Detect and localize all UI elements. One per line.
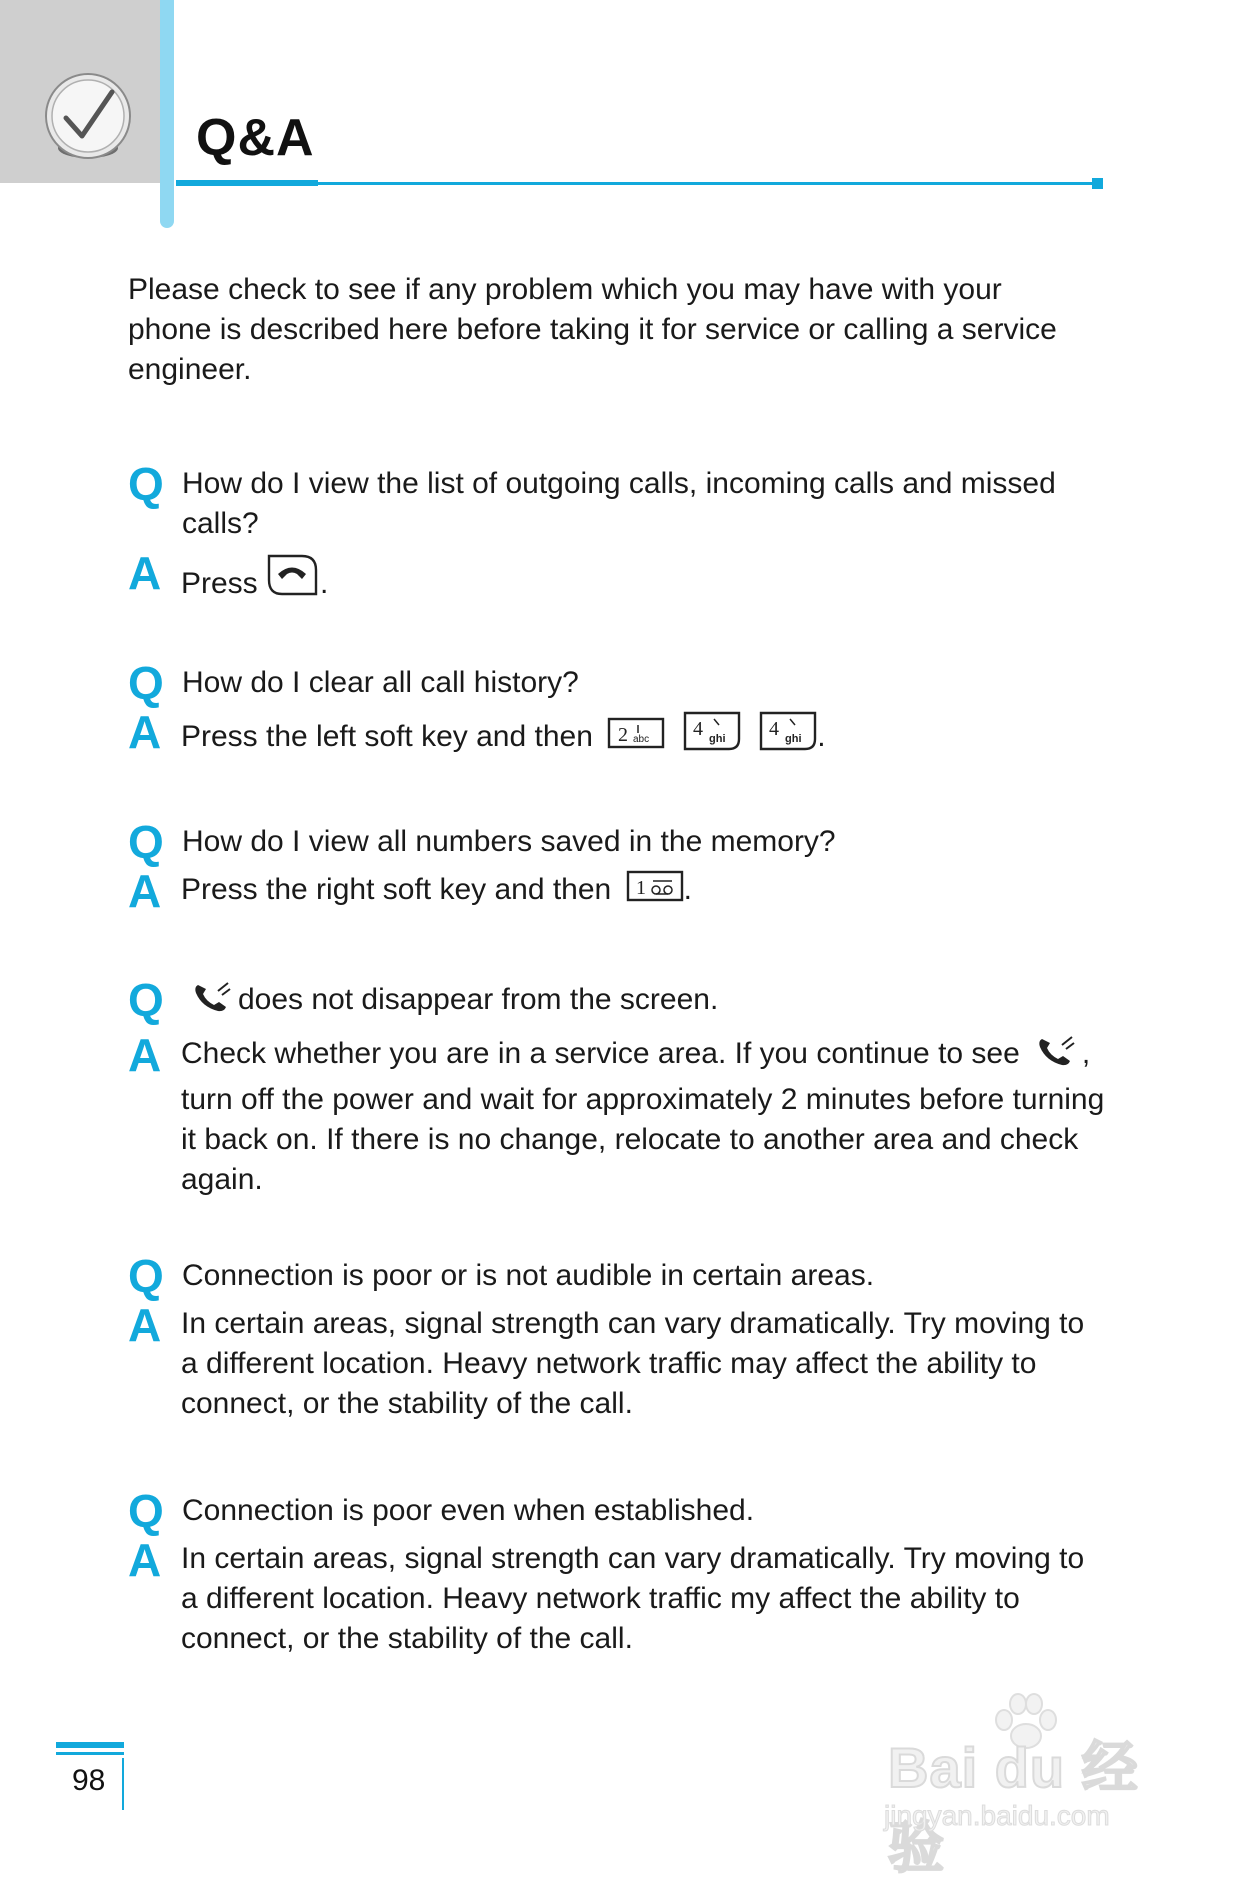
key-2-icon <box>607 717 665 751</box>
qa-item-6 <box>128 1485 1108 1659</box>
watermark-url: jingyan.baidu.com <box>884 1800 1110 1831</box>
page-number-divider <box>122 1758 124 1810</box>
qa-item-4 <box>128 974 1108 1200</box>
svg-text:4: 4 <box>693 718 704 740</box>
svg-text:1: 1 <box>635 877 646 899</box>
baidu-watermark <box>880 1690 1180 1879</box>
key-1-voicemail-icon <box>626 870 684 904</box>
answer-text: Press the left soft key and then 2 abc 4 ghi 4 ghi . <box>181 711 1108 757</box>
question-text: How do I view all numbers saved in the memory? <box>182 825 836 858</box>
answer-text: Check whether you are in a service area. If you continue to see , turn off the power and wait for approximately 2 minutes before turning it back on. If there is no change, relocate to another area and check again. <box>181 1037 1105 1196</box>
watermark-main: Bai du 经验 <box>888 1736 1139 1879</box>
answer-text: Press . <box>181 552 1108 604</box>
svg-text:ghi: ghi <box>709 733 726 745</box>
question-text: How do I view the list of outgoing calls, incoming calls and missed calls? <box>182 467 1056 540</box>
question-marker: Q <box>128 1485 164 1537</box>
no-service-icon <box>192 981 232 1026</box>
intro-text: Please check to see if any problem which you may have with your phone is described here before taking it for service or calling a service engineer. <box>128 273 1057 386</box>
svg-text:abc: abc <box>633 734 650 745</box>
question-marker: Q <box>128 1250 164 1302</box>
send-key-icon <box>266 552 320 598</box>
qa-item-1 <box>128 458 1108 604</box>
answer-marker: A <box>128 1029 162 1081</box>
page-number-bar <box>56 1742 124 1748</box>
answer-marker: A <box>128 706 162 758</box>
answer-text: In certain areas, signal strength can vary dramatically. Try moving to a different location. Heavy network traffic my affect the ability to connect, or the stability of the call. <box>181 1542 1085 1655</box>
key-4-icon <box>683 711 741 751</box>
answer-marker: A <box>128 1299 162 1351</box>
question-marker: Q <box>128 657 164 709</box>
title-underline-accent <box>176 180 318 186</box>
qa-item-5 <box>128 1250 1108 1424</box>
question-text: How do I clear all call history? <box>182 666 579 699</box>
question-marker: Q <box>128 974 164 1026</box>
question-text: Connection is poor or is not audible in certain areas. <box>182 1259 875 1292</box>
answer-marker: A <box>128 1534 162 1586</box>
question-marker: Q <box>128 458 164 510</box>
checkmark-icon <box>42 70 134 165</box>
answer-marker: A <box>128 865 162 917</box>
svg-text:2: 2 <box>618 724 629 746</box>
qa-item-3 <box>128 816 1108 917</box>
header-vertical-bar <box>160 0 174 228</box>
qa-item-2 <box>128 657 1108 758</box>
page-number-bar-thin <box>56 1752 124 1755</box>
answer-marker: A <box>128 547 162 599</box>
key-4-icon <box>759 711 817 751</box>
no-service-icon <box>1036 1035 1076 1080</box>
question-text: does not disappear from the screen. <box>182 980 1108 1026</box>
answer-text: In certain areas, signal strength can vary dramatically. Try moving to a different location. Heavy network traffic may affect the ability to connect, or the stability of the call. <box>181 1307 1085 1420</box>
question-text: Connection is poor even when established. <box>182 1494 755 1527</box>
page-title: Q&A <box>196 109 315 167</box>
answer-text: Press the right soft key and then 1 . <box>181 870 1108 910</box>
svg-text:4: 4 <box>769 718 780 740</box>
svg-text:ghi: ghi <box>785 733 802 745</box>
question-marker: Q <box>128 816 164 868</box>
page-number: 98 <box>72 1764 106 1797</box>
title-underline-end <box>1092 178 1103 189</box>
